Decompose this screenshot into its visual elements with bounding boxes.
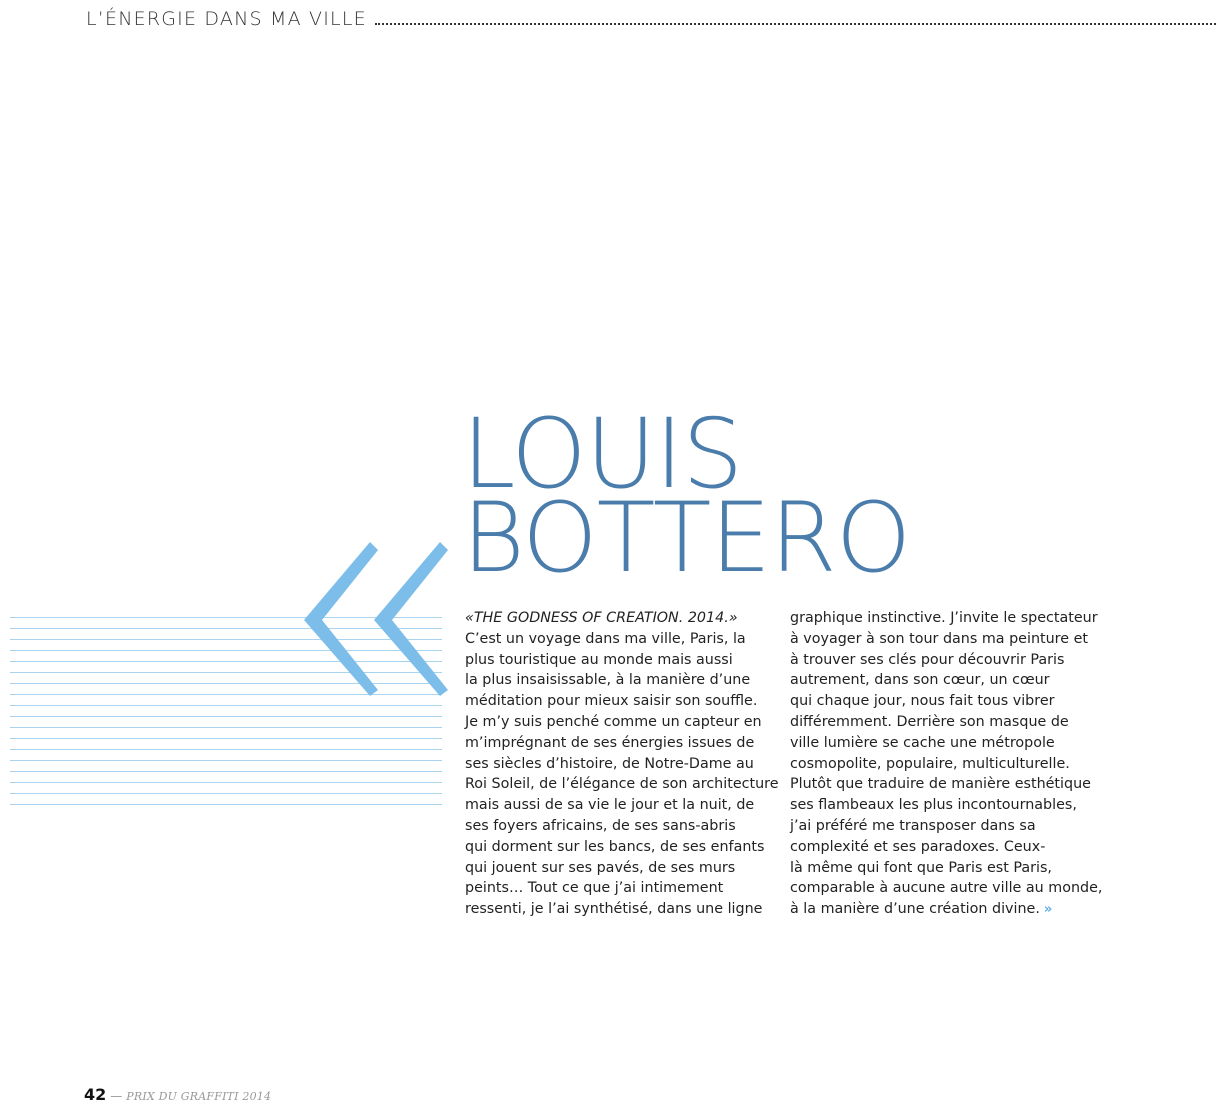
- artwork-title: «THE GODNESS OF CREATION. 2014.»: [465, 610, 738, 626]
- text-line-last: [790, 899, 1100, 921]
- text-line: C’est un voyage dans ma ville, Paris, la: [465, 630, 746, 647]
- text-line: Je m’y suis penché comme un capteur en: [465, 713, 762, 730]
- text-line: mais aussi de sa vie le jour et la nuit, de: [465, 797, 755, 814]
- text-line: qui chaque jour, nous fait tous vibrer: [790, 693, 1055, 710]
- end-mark-icon: »: [1043, 902, 1053, 918]
- text-line: cosmopolite, populaire, multiculturelle.: [790, 755, 1070, 772]
- text-line: autrement, dans son cœur, un cœur: [790, 672, 1050, 689]
- artist-last-name: BOTTERO: [462, 482, 911, 594]
- text-line: différemment. Derrière son masque de: [790, 713, 1069, 730]
- text-line: graphique instinctive. J’invite le spectateur: [790, 610, 1098, 626]
- text-line: qui jouent sur ses pavés, de ses murs: [465, 859, 736, 876]
- text-line: ses siècles d’histoire, de Notre-Dame au: [465, 755, 754, 772]
- text-line: comparable à aucune autre ville au monde,: [790, 880, 1103, 897]
- text-column-right: [790, 608, 1103, 921]
- text-line: à trouver ses clés pour découvrir Paris: [790, 651, 1065, 668]
- text-line: peints… Tout ce que j’ai intimement: [465, 880, 724, 897]
- text-line: à la manière d’une création divine.: [790, 901, 1040, 918]
- page-footer: [84, 1085, 271, 1104]
- text-line: ses flambeaux les plus incontournables,: [790, 797, 1077, 814]
- text-column-left: [465, 608, 779, 920]
- text-line: Roi Soleil, de l’élégance de son architecture: [465, 776, 779, 793]
- text-line: la plus insaisissable, à la manière d’une: [465, 672, 751, 689]
- page-number: 42: [84, 1085, 107, 1104]
- text-line: plus touristique au monde mais aussi: [465, 651, 733, 668]
- text-line: Plutôt que traduire de manière esthétique: [790, 776, 1091, 793]
- quote-mark-icon: [298, 540, 458, 700]
- text-line: là même qui font que Paris est Paris,: [790, 859, 1052, 876]
- dotted-rule: [375, 23, 1216, 25]
- section-header: [86, 4, 1216, 30]
- text-line: méditation pour mieux saisir son souffle.: [465, 693, 758, 710]
- text-line: ville lumière se cache une métropole: [790, 734, 1055, 751]
- artist-first-name: LOUIS: [462, 398, 743, 510]
- text-line: qui dorment sur les bancs, de ses enfants: [465, 838, 765, 855]
- text-line: j’ai préféré me transposer dans sa: [790, 817, 1036, 834]
- section-title: L’ÉNERGIE DANS MA VILLE: [86, 8, 367, 30]
- text-line: complexité et ses paradoxes. Ceux-: [790, 838, 1046, 855]
- publication-name: PRIX DU GRAFFITI 2014: [126, 1090, 272, 1103]
- text-line: à voyager à son tour dans ma peinture et: [790, 630, 1088, 647]
- text-line: ses foyers africains, de ses sans-abris: [465, 817, 736, 834]
- text-line: ressenti, je l’ai synthétisé, dans une ligne: [465, 901, 763, 918]
- text-line: m’imprégnant de ses énergies issues de: [465, 734, 755, 751]
- artist-name: [462, 398, 911, 594]
- footer-dash: —: [110, 1089, 123, 1103]
